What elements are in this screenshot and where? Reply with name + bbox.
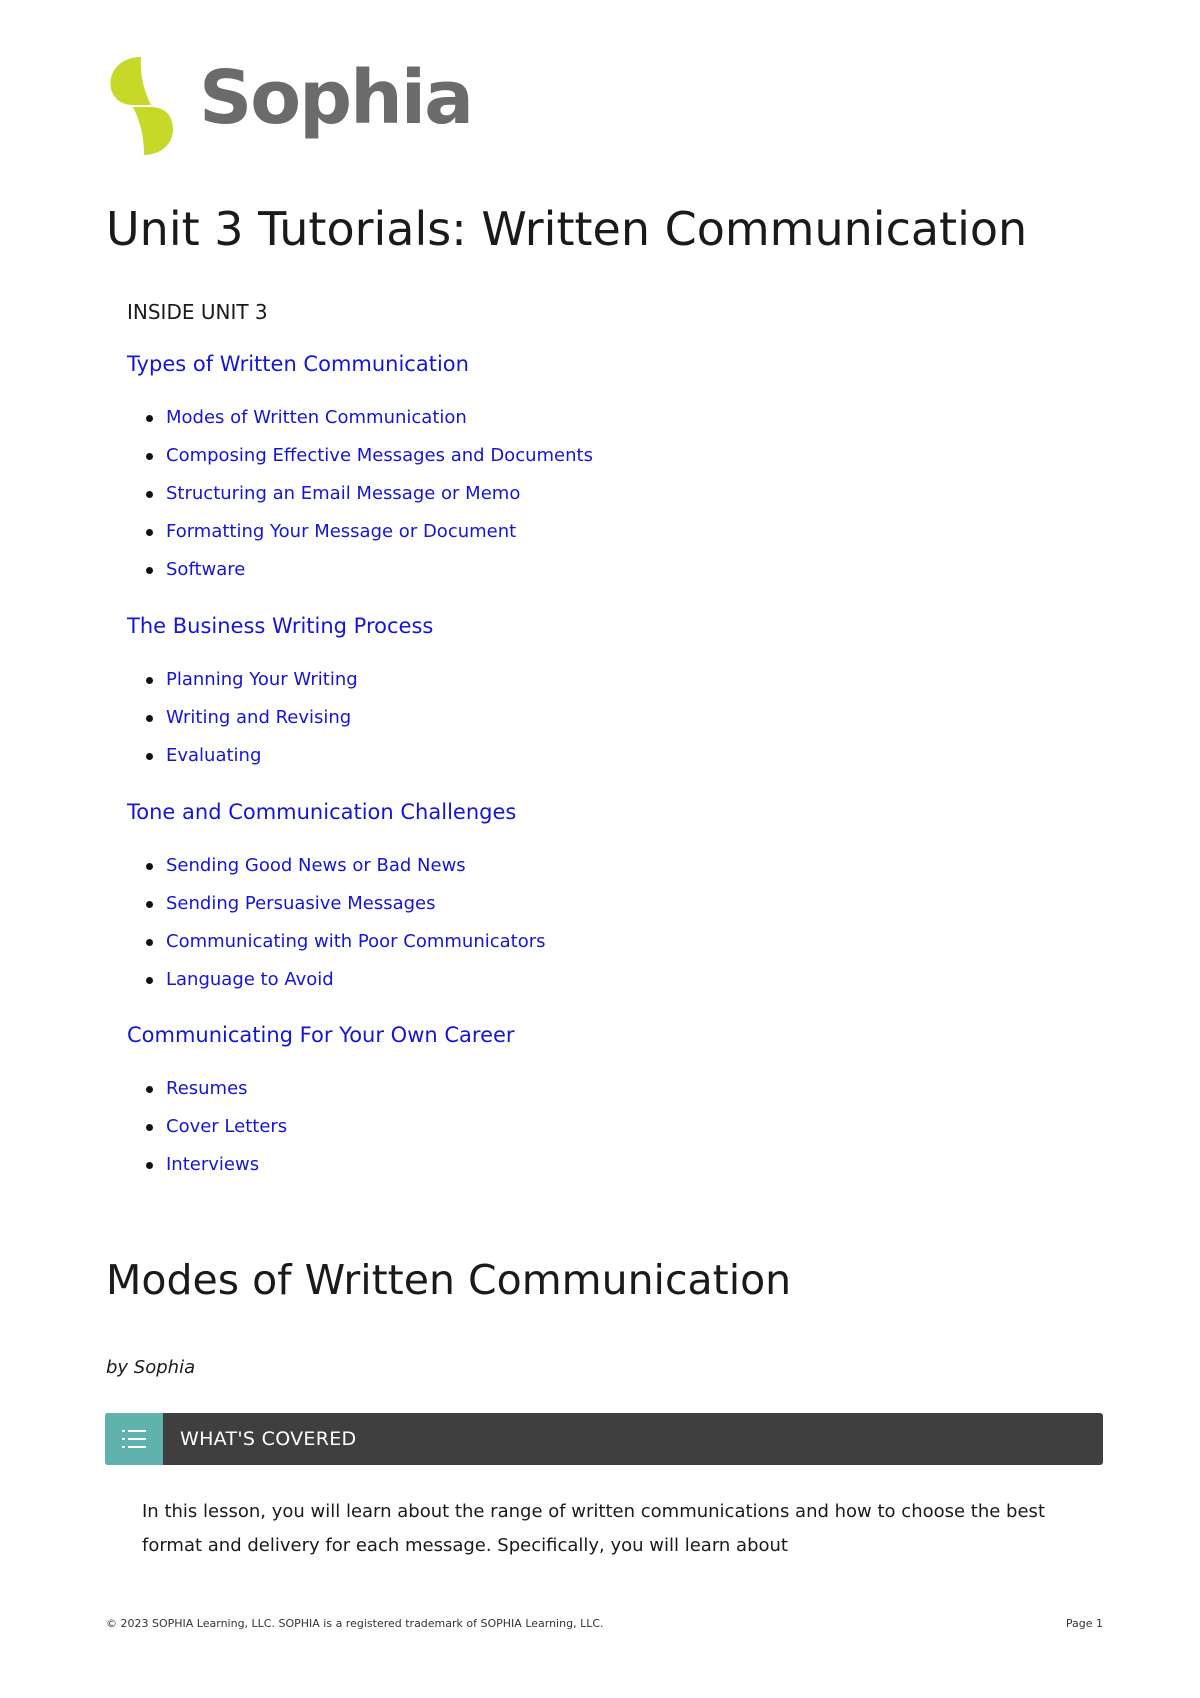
whats-covered-label: WHAT'S COVERED — [180, 1428, 357, 1450]
bullet-icon — [146, 715, 153, 722]
bullet-icon — [146, 863, 153, 870]
list-item[interactable]: Modes of Written Communication — [166, 399, 593, 437]
bullet-icon — [146, 453, 153, 460]
list-item[interactable]: Software — [166, 551, 593, 589]
section-list-types — [166, 399, 593, 589]
bullet-icon — [146, 1086, 153, 1093]
byline: by Sophia — [106, 1357, 196, 1378]
list-item[interactable]: Composing Effective Messages and Documents — [166, 437, 593, 475]
bullet-icon — [146, 567, 153, 574]
unit-title: Unit 3 Tutorials: Written Communication — [106, 202, 1028, 256]
footer-copyright: © 2023 SOPHIA Learning, LLC. SOPHIA is a registered trademark of SOPHIA Learning, LLC. — [106, 1617, 604, 1630]
bullet-icon — [146, 1162, 153, 1169]
list-item[interactable]: Formatting Your Message or Document — [166, 513, 593, 551]
section-list-business-writing — [166, 661, 358, 775]
section-heading-types[interactable]: Types of Written Communication — [127, 352, 469, 376]
inside-unit-label: INSIDE UNIT 3 — [127, 300, 268, 324]
bullet-icon — [146, 939, 153, 946]
bullet-icon — [146, 977, 153, 984]
bullet-icon — [146, 753, 153, 760]
section-list-tone — [166, 847, 546, 999]
list-item[interactable]: Evaluating — [166, 737, 358, 775]
list-item[interactable]: Communicating with Poor Communicators — [166, 923, 546, 961]
section-list-career — [166, 1070, 287, 1184]
list-item[interactable]: Sending Persuasive Messages — [166, 885, 546, 923]
bullet-icon — [146, 529, 153, 536]
list-item[interactable]: Interviews — [166, 1146, 287, 1184]
list-item[interactable]: Cover Letters — [166, 1108, 287, 1146]
bullet-icon — [146, 491, 153, 498]
lesson-title: Modes of Written Communication — [106, 1256, 792, 1304]
sophia-logo-mark-icon — [104, 55, 179, 157]
list-item[interactable]: Resumes — [166, 1070, 287, 1108]
list-item[interactable]: Planning Your Writing — [166, 661, 358, 699]
bullet-icon — [146, 1124, 153, 1131]
list-item[interactable]: Structuring an Email Message or Memo — [166, 475, 593, 513]
section-heading-career[interactable]: Communicating For Your Own Career — [127, 1023, 515, 1047]
bullet-icon — [146, 415, 153, 422]
bullet-icon — [146, 901, 153, 908]
bullet-icon — [146, 677, 153, 684]
list-item[interactable]: Sending Good News or Bad News — [166, 847, 546, 885]
intro-paragraph: In this lesson, you will learn about the range of written communications and how to choose the best format and delivery for each message. Specifically, you will learn about — [142, 1501, 1045, 1556]
list-item[interactable]: Writing and Revising — [166, 699, 358, 737]
footer-page-number: Page 1 — [1065, 1617, 1103, 1630]
section-heading-tone[interactable]: Tone and Communication Challenges — [127, 800, 517, 824]
sophia-wordmark: Sophia — [199, 55, 473, 141]
list-icon — [105, 1413, 163, 1465]
whats-covered-banner — [105, 1413, 1103, 1465]
section-heading-business-writing[interactable]: The Business Writing Process — [127, 614, 434, 638]
list-item[interactable]: Language to Avoid — [166, 961, 546, 999]
sophia-logo — [104, 55, 524, 160]
